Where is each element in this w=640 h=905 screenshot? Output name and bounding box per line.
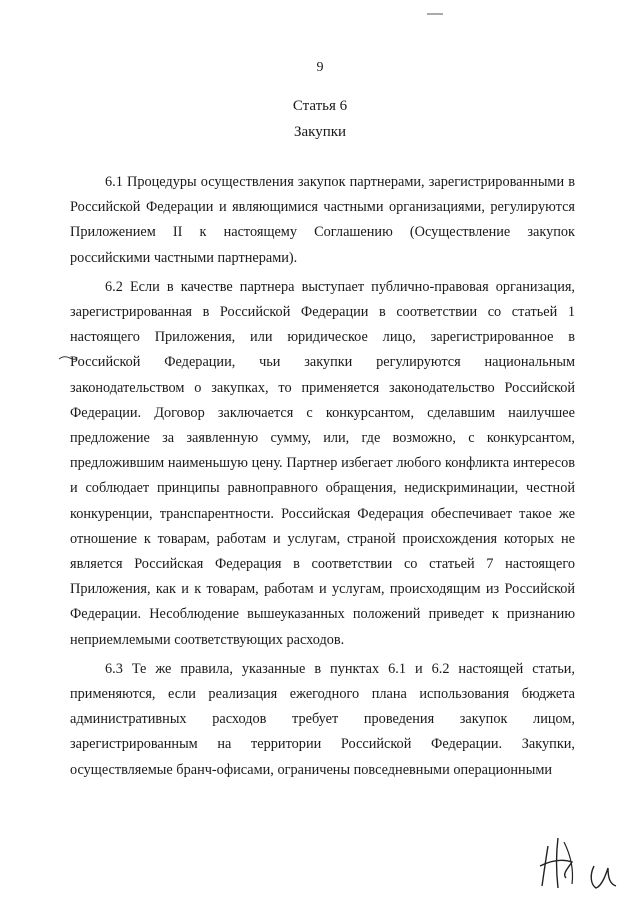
article-body [70,170,575,783]
page-number: 9 [316,60,324,75]
article-number: Статья 6 [292,98,348,114]
paragraph-6-2: 6.2 Если в качестве партнера выступает публично-правовая организация, зарегистрированная в Российской Федерации в соответствии со статьей 1 настоящего Приложения, или юридическое лицо, зарегистрированное в Российской Федерации, чьи закупки регулируются национальным законодательством о закупках, то применяется законодательство Российской Федерации. Договор заключается с конкурсантом, сделавшим наилучшее предложение за заявленную сумму, или, где возможно, с конкурсантом, предложившим наименьшую цену. Партнер избегает любого конфликта интересов и соблюдает принципы равноправного обращения, недискриминации, честной конкуренции, транспарентности. Российская Федерация обеспечивает такое же отношение к товарам, работам и услугам, страной происхождения которых не является Российская Федерация в соответствии со статьей 7 настоящего Приложения, как и к товарам, работам и услугам, происходящим из Российской Федерации. Несоблюдение вышеуказанных положений приведет к признанию неприемлемыми соответствующих расходов. [70,278,575,648]
handwritten-initials [536,828,628,894]
pen-mark [426,12,444,16]
paragraph-6-3: 6.3 Те же правила, указанные в пунктах 6.1 и 6.2 настоящей статьи, применяются, если реализация ежегодного плана использования бюджета административных расходов требует проведения закупок лицом, зарегистрированным на территории Российской Федерации. Закупки, осуществляемые бранч-офисами, ограничены повседневными операционными [70,660,575,778]
paragraph-6-1: 6.1 Процедуры осуществления закупок партнерами, зарегистрированными в Российской Федерации и являющимися частными организациями, регулируются Приложением II к настоящему Соглашению (Осуществление закупок российскими частными партнерами). [70,174,575,266]
article-title: Закупки [293,124,347,140]
margin-mark [58,353,78,363]
